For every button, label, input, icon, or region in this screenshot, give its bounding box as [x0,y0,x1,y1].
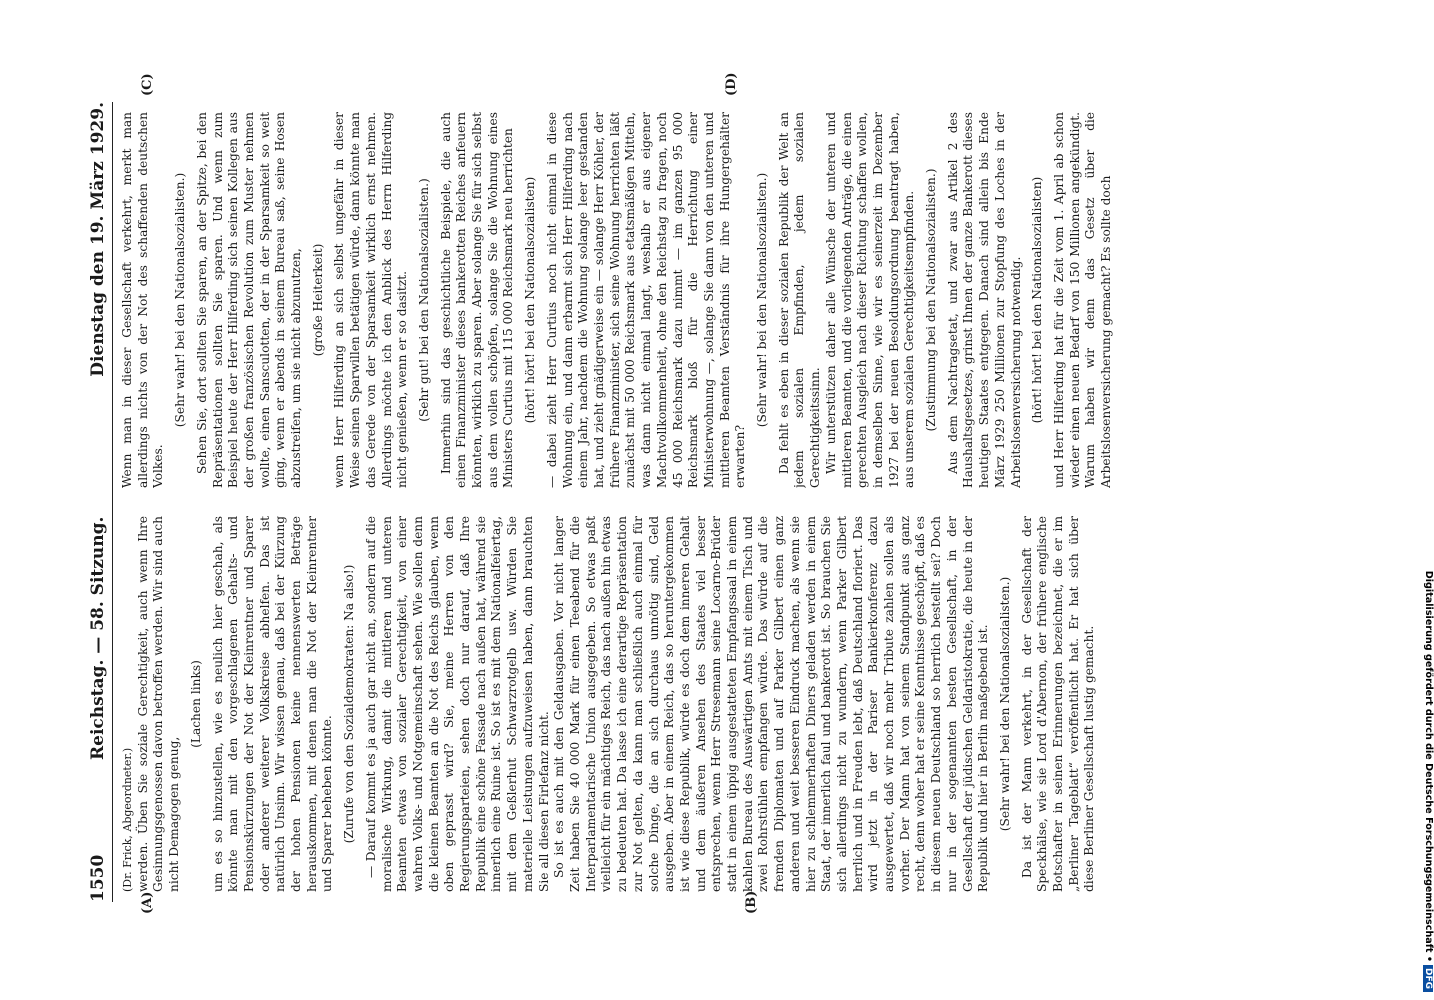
right-column [120,112,1320,488]
margin-marker-d: (D) [724,72,739,96]
interjection: (Sehr wahr! bei den Nationalsozialisten.) [173,172,188,428]
interjection: (hört! hört! bei den Nationalsozialisten) [523,176,538,424]
left-column [120,516,1320,892]
dfg-watermark [1404,8,1434,992]
paragraph: So ist es auch mit den Geldausgaben. Vor nicht langer Zeit haben Sie 40 000 Mark für einen Teeabend für die Interparlamentarische Union ausgegeben. So etwas paßt vielleicht für ein mächtiges Reich, das nach außen hin etwas zu bedeuten hat. Da lasse ich eine derartige Repräsentation zur Not gelten, da kann man schließlich auch einmal für solche Dinge, die an sich durchaus unnötig sind, Geld ausgeben. Aber in einem Reich, das so heruntergekommen ist wie diese Republik, würde es doch dem inneren Gehalt und dem äußeren Ansehen des Staates viel besser entsprechen, wenn Herr Stresemann seine Locarno-Brüder statt in einem üppig ausgestatteten Empfangssaal in einem kahlen Bureau des Auswärtigen Amts mit einem Tisch und zwei Rohrstühlen empfangen würde. Das würde auf die fremden Diplomaten und auf Parker Gilbert einen ganz anderen und weit besseren Eindruck machen, als wenn sie hier zu schlemmerhaften Diners geladen werden in einem Staat, der innerlich faul und bankerott ist. So brauchen Sie sich allerdings nicht zu wundern, wenn Parker Gilbert herrlich und in Freuden lebt, daß Deutschland floriert. Das wird jetzt in der Pariser Bankierkonferenz dazu ausgewertet, daß wir noch mehr Tribute zahlen sollen als vorher. Der Mann hat von seinem Standpunkt aus ganz recht, denn woher hat er seine Kenntnisse geschöpft, daß es in diesem neuen Deutschland so herrlich bestellt sei? Doch nur in der sogenannten besten Gesellschaft, in der Gesellschaft der jüdischen Geldaristokratie, die heute in der Republik und hier in Berlin maßgebend ist. [552,516,991,892]
paragraph: — Darauf kommt es ja auch gar nicht an, sondern auf die moralische Wirkung, damit die mittleren und unteren Beamten etwas von sozialer Gerechtigkeit, von einer wahren Volks- und Notgemeinschaft sehen. Wie sollen denn die kleinen Beamten an die Not des Reichs glauben, wenn oben geprasst wird? Sie, meine Herren von den Regierungsparteien, sehen doch nur darauf, daß Ihre Republik eine schöne Fassade nach außen hat, während sie innerlich eine Ruine ist. So ist es mit dem Nationalfeiertag, mit dem Geßlerhut Schwarzrotgelb usw. Würden Sie materielle Leistungen aufzuweisen haben, dann brauchten Sie all diesen Firlefanz nicht. [363,516,551,892]
paragraph: — dabei zieht Herr Curtius noch nicht einmal in diese Wohnung ein, und dann erbarmt sich Herr Hilferding nach einem Jahr, nachdem die Wohnung solange leer gestanden hat, und zieht gnädigerweise ein — solange Herr Köhler, der frühere Finanzminister, sich seine Wohnung herrichten läßt zunächst mit 50 000 Reichsmark aus etatsmäßigen Mitteln, was dann nicht einmal langt, weshalb er aus eigener Machtvollkommenheit, ohne den Reichstag zu fragen, noch 45 000 Reichsmark dazu nimmt — im ganzen 95 000 Reichsmark bloß für die Herrichtung einer Ministerwohnung —, solange Sie dann von den unteren und mittleren Beamten Verständnis für ihre Hungergehälter erwarten? [544,112,748,488]
margin-marker-a: (A) [140,891,155,914]
paragraph: Sehen Sie, dort sollten Sie sparen, an der Spitze, bei den Repräsentationen sollten Sie sparen. Und wenn zum Beispiel heute der Herr Hilferding sich seinen Kollegen aus der großen französischen Revolution zum Muster nehmen wollte, einen Sansculotten, der in der Sparsamkeit so weit ging, wenn er abends in seinem Bureau saß, seine Hosen abzustreifen, um sie nicht abzunutzen, [194,112,304,488]
speaker-note: (Dr. Frick, Abgeordneter.) [121,747,134,892]
interjection: (Lachen links) [188,660,203,748]
interjection: (Sehr gut! bei den Nationalsozialisten.) [416,178,431,422]
margin-marker-b: (B) [744,890,759,914]
paragraph: Da fehlt es eben in dieser sozialen Republik der Welt an jedem sozialen Empfinden, jedem sozialen Gerechtigkeitssinn. [776,112,823,488]
dfg-logo: DFG [1423,965,1433,992]
paragraph: Aus dem Nachtragsetat, und zwar aus Artikel 2 des Haushaltsgesetzes, grinst Ihnen der ganze Bankerott dieses heutigen Staates entgegen. Danach sind allein bis Ende März 1929 250 Millionen zur Stopfung des Loches in der Arbeitslosenversicherung notwendig. [945,112,1023,488]
paragraph: um es so hinzustellen, wie es neulich hier geschah, als könnte man mit den vorgeschlagenen Gehalts- und Pensionskürzungen der Not der Kleinrentner und Sparer oder anderer weiterer Volkskreise abhelfen. Das ist natürlich Unsinn. Wir wissen genau, daß bei der Kürzung der hohen Pensionen keine nennenswerten Beträge herauskommen, mit denen man die Not der Kleinrentner und Sparer beheben könnte. [210,516,335,892]
paragraph: Wenn man in dieser Gesellschaft verkehrt, merkt man allerdings nichts von der Not des schaffenden deutschen Volkes. [120,112,166,488]
paragraph: Immerhin sind das geschichtliche Beispiele, die auch einen Finanzminister dieses bankerotten Reiches anfeuern könnten, wirklich zu sparen. Aber solange Sie für sich selbst aus dem vollen schöpfen, solange Sie die Wohnung eines Ministers Curtius mit 115 000 Reichsmark neu herrichten [438,112,516,488]
paragraph: Wir unterstützen daher alle Wünsche der unteren und mittleren Beamten, und die vorliegenden Anträge, die einen gerechten Ausgleich nach dieser Richtung schaffen wollen, in demselben Sinne, wie wir es seinerzeit im Dezember 1927 bei der neuen Besoldungsordnung beantragt haben, aus unserem sozialen Gerechtigkeitsempfinden. [823,112,917,488]
interjection: (hört! hört! bei den Nationalsozialisten) [1030,176,1045,424]
interjection: (Zurufe von den Sozialdemokraten: Na also!) [342,564,357,844]
interjection: (Zustimmung bei den Nationalsozialisten.) [924,168,939,432]
session-date: Dienstag den 19. März 1929. [88,102,108,377]
margin-marker-c: (C) [140,73,155,96]
watermark-text: Digitalisierung gefördert durch die Deutsche Forschungsgemeinschaft • [1423,570,1434,962]
paragraph: werden. Üben Sie soziale Gerechtigkeit, auch wenn Ihre Gesinnungsgenossen davon betroffen werden. Wir sind auch nicht Demagogen genug, [135,516,182,892]
paragraph: Da ist der Mann verkehrt, in der Gesellschaft der Speckhälse, wie sie Lord d'Abernon, der frühere englische Botschafter in seinen Erinnerungen bezeichnet, die er im „Berliner Tageblatt“ veröffentlicht hat. Er hat sich über diese Berliner Gesellschaft lustig gemacht. [1019,516,1097,892]
interjection: (große Heiterkeit) [310,243,325,357]
paragraph: und Herr Hilferding hat für die Zeit vom 1. April ab schon wieder einen neuen Bedarf von 150 Millionen angekündigt. Warum haben wir denn das Gesetz über die Arbeitslosenversicherung gemacht? Es sollte doch [1051,112,1114,488]
interjection: (Sehr wahr! bei den Nationalsozialisten.) [755,172,770,428]
page-header [86,102,113,902]
paragraph: wenn Herr Hilferding an sich selbst ungefähr in dieser Weise seinen Sparwillen betätigen würde, dann könnte man das Gerede von der Sparsamkeit wirklich ernst nehmen. Allerdings möchte ich den Anblick des Herrn Hilferding nicht genießen, wenn er so dasitzt. [332,112,410,488]
page-number: 1550 [88,854,108,902]
interjection: (Sehr wahr! bei den Nationalsozialisten.) [997,576,1012,832]
session-title: Reichstag. — 58. Sitzung. [88,516,108,760]
